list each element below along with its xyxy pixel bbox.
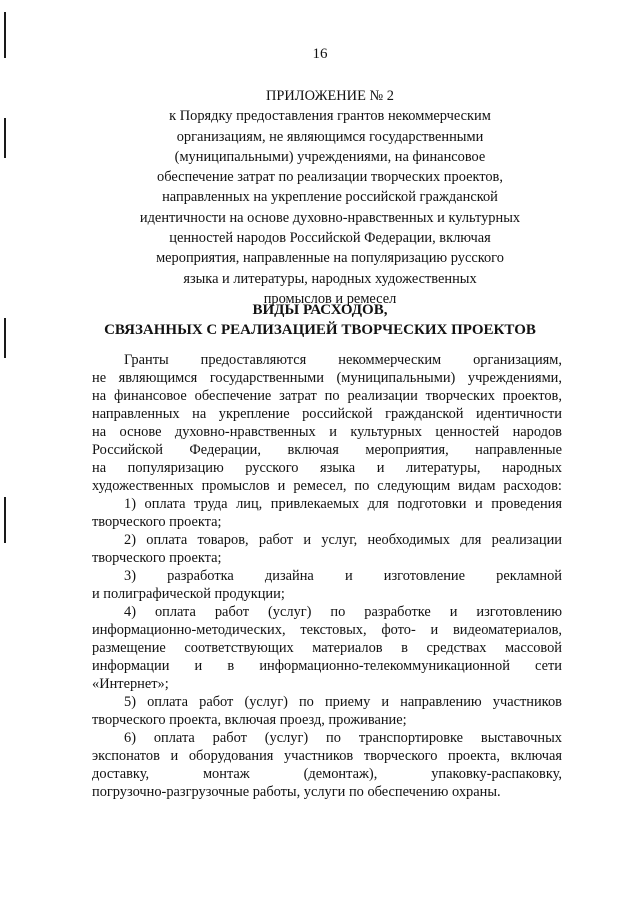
body-word: (демонтаж),	[303, 766, 378, 782]
body-line	[92, 603, 562, 621]
body-word: труда	[194, 496, 228, 512]
body-word: материалов	[312, 640, 383, 656]
appendix-line: (муниципальными) учреждениями, на финансовое	[174, 148, 486, 165]
body-word: видеоматериалов,	[452, 622, 562, 638]
body-word: финансовое	[113, 388, 187, 404]
body-word: учреждениями,	[467, 370, 562, 386]
body-word: на	[92, 424, 107, 440]
body-word: проведения	[491, 496, 562, 512]
body-word: предоставляются	[200, 352, 307, 368]
body-word: участников	[492, 694, 562, 710]
body-word: для	[367, 496, 389, 512]
body-word: народов	[512, 424, 562, 440]
body-word: творческого проекта, включая проезд, проживание;	[92, 712, 407, 728]
body-word: промыслов	[201, 478, 270, 494]
body-word: разработке	[364, 604, 431, 620]
body-line	[92, 477, 562, 495]
appendix-line: языка и литературы, народных художественных	[183, 270, 477, 287]
body-word: реализации	[347, 388, 418, 404]
body-word: по	[354, 478, 370, 494]
body-line	[92, 747, 562, 765]
body-word: и	[449, 604, 458, 620]
body-word: оплата	[154, 604, 196, 620]
body-word: и	[277, 478, 286, 494]
body-word: работ	[212, 730, 247, 746]
body-word: ремесел,	[293, 478, 347, 494]
appendix-line: обеспечение затрат по реализации творческих проектов,	[157, 169, 503, 186]
appendix-line: к Порядку предоставления грантов некоммерческим	[169, 108, 491, 125]
body-word: не	[92, 370, 107, 386]
appendix-line: организациям, не являющимся государственными	[176, 128, 484, 145]
body-line	[92, 783, 562, 801]
body-word: разработка	[167, 568, 234, 584]
body-word: участников	[284, 748, 354, 764]
body-word: направленных	[92, 406, 180, 422]
body-word: изготовлению	[476, 604, 562, 620]
body-word: народных	[502, 460, 562, 476]
document-body	[92, 351, 562, 801]
body-word: и	[376, 460, 385, 476]
body-line	[92, 459, 562, 477]
body-line	[92, 621, 562, 639]
body-word: и полиграфической продукции;	[92, 586, 285, 602]
body-word: изготовление	[383, 568, 465, 584]
body-word: 4)	[124, 604, 136, 620]
body-word: транспортировке	[358, 730, 464, 746]
body-word: оплата	[153, 730, 195, 746]
scan-edge-mark	[4, 118, 6, 158]
body-word: мероприятия,	[365, 442, 449, 458]
body-word: и	[170, 748, 179, 764]
body-word: оборудования	[188, 748, 274, 764]
body-word: товаров,	[197, 532, 249, 548]
body-word: выставочных	[480, 730, 562, 746]
body-word: по	[298, 694, 314, 710]
body-word: текстовых,	[300, 622, 367, 638]
body-word: (услуг)	[268, 604, 312, 620]
body-word: средствах	[426, 640, 487, 656]
body-word: языка	[320, 460, 356, 476]
body-word: 3)	[124, 568, 136, 584]
body-word: (муниципальными)	[336, 370, 456, 386]
body-word: следующим	[377, 478, 451, 494]
body-word: 1)	[124, 496, 136, 512]
page-number: 16	[312, 46, 328, 62]
body-word: и	[344, 568, 353, 584]
appendix-number: ПРИЛОЖЕНИЕ № 2	[266, 88, 394, 104]
body-word: фото-	[381, 622, 416, 638]
body-word: 5)	[124, 694, 136, 710]
body-word: работ	[214, 604, 250, 620]
body-word: и	[329, 424, 337, 440]
body-word: русского	[245, 460, 299, 476]
body-word: на	[192, 406, 207, 422]
body-word: доставку,	[92, 766, 150, 782]
body-word: являющимся	[118, 370, 198, 386]
body-word: культурных	[350, 424, 422, 440]
body-word: погрузочно-разгрузочные работы, услуги по обеспечению охраны.	[92, 784, 501, 800]
body-word: включая	[510, 748, 562, 764]
body-word: соответствующих	[184, 640, 294, 656]
body-word: (услуг)	[244, 694, 288, 710]
body-word: некоммерческим	[338, 352, 442, 368]
body-word: оплата	[146, 532, 188, 548]
body-word: услуг,	[321, 532, 358, 548]
body-word: идентичности	[476, 406, 562, 422]
body-word: информационно-методических,	[92, 622, 286, 638]
body-word: необходимых	[367, 532, 450, 548]
body-line	[92, 351, 562, 369]
body-word: привлекаемых	[270, 496, 360, 512]
body-line	[92, 369, 562, 387]
body-word: направленные	[475, 442, 562, 458]
body-word: по	[324, 388, 340, 404]
body-word: на	[92, 460, 107, 476]
body-word: по	[326, 730, 341, 746]
body-line	[92, 693, 562, 711]
scan-edge-mark	[4, 497, 6, 543]
body-line	[92, 567, 562, 585]
body-word: лиц,	[236, 496, 263, 512]
body-word: творческих	[425, 388, 495, 404]
body-line	[92, 675, 562, 693]
body-line	[92, 765, 562, 783]
body-line	[92, 729, 562, 747]
body-word: приему	[324, 694, 371, 710]
appendix-line: идентичности на основе духовно-нравственных и культурных	[139, 209, 521, 226]
body-word: гражданской	[385, 406, 464, 422]
body-word: популяризацию	[127, 460, 224, 476]
body-word: ценностей	[435, 424, 500, 440]
body-line	[92, 441, 562, 459]
body-line	[92, 531, 562, 549]
body-word: Российской	[92, 442, 163, 458]
body-line	[92, 423, 562, 441]
appendix-header	[130, 86, 530, 309]
body-word: информации	[92, 658, 170, 674]
title-line: ВИДЫ РАСХОДОВ,	[252, 302, 388, 318]
body-word: для	[460, 532, 482, 548]
appendix-line: промыслов и ремесел	[263, 290, 397, 307]
body-line	[92, 513, 562, 531]
body-word: основе	[119, 424, 162, 440]
body-word: видам	[458, 478, 496, 494]
appendix-line: направленных на укрепление российской гражданской	[162, 189, 498, 206]
body-word: направлению	[400, 694, 482, 710]
body-word: творческого	[363, 748, 438, 764]
appendix-line: ценностей народов Российской Федерации, включая	[169, 230, 491, 247]
appendix-line: мероприятия, направленные на популяризацию русского	[156, 250, 504, 267]
body-word: работ	[199, 694, 234, 710]
body-word: экспонатов	[92, 748, 160, 764]
title-line: СВЯЗАННЫХ С РЕАЛИЗАЦИЕЙ ТВОРЧЕСКИХ ПРОЕКТОВ	[104, 322, 536, 338]
body-line	[92, 657, 562, 675]
body-line	[92, 387, 562, 405]
body-word: Федерации,	[189, 442, 261, 458]
body-line	[92, 711, 562, 729]
body-word: проекта,	[448, 748, 500, 764]
body-word: оплата	[144, 496, 186, 512]
body-word: в	[401, 640, 408, 656]
body-line	[92, 585, 562, 603]
body-line	[92, 639, 562, 657]
body-word: российской	[302, 406, 373, 422]
body-word: включая	[287, 442, 339, 458]
body-word: 6)	[124, 730, 136, 746]
body-word: творческого проекта;	[92, 550, 222, 566]
body-word: и	[475, 496, 483, 512]
document-title	[0, 300, 640, 340]
body-word: художественных	[92, 478, 194, 494]
body-line	[92, 549, 562, 567]
body-word: размещение	[92, 640, 166, 656]
body-word: затрат	[279, 388, 317, 404]
body-word: упаковку-распаковку,	[431, 766, 562, 782]
body-word: реализации	[491, 532, 562, 548]
body-word: проектов,	[502, 388, 562, 404]
body-word: (услуг)	[264, 730, 309, 746]
body-word: сети	[535, 658, 562, 674]
body-word: дизайна	[264, 568, 314, 584]
body-word: монтаж	[202, 766, 250, 782]
body-word: «Интернет»;	[92, 676, 169, 692]
body-word: в	[227, 658, 235, 674]
body-word: расходов:	[503, 478, 562, 494]
body-word: и	[194, 658, 203, 674]
body-word: на	[92, 388, 107, 404]
body-word: духовно-нравственных	[174, 424, 316, 440]
body-word: государственными	[209, 370, 324, 386]
body-word: творческого проекта;	[92, 514, 222, 530]
body-word: массовой	[505, 640, 562, 656]
body-word: информационно-телекоммуникационной	[259, 658, 510, 674]
body-word: и	[303, 532, 312, 548]
body-line	[92, 405, 562, 423]
body-word: рекламной	[496, 568, 562, 584]
body-word: Гранты	[124, 352, 169, 368]
body-word: организациям,	[473, 352, 562, 368]
body-word: литературы,	[405, 460, 481, 476]
body-word: укрепление	[218, 406, 290, 422]
body-word: обеспечение	[194, 388, 272, 404]
body-word: и	[430, 622, 439, 638]
body-word: подготовки	[397, 496, 467, 512]
body-word: и	[381, 694, 390, 710]
body-line	[92, 495, 562, 513]
body-word: работ	[258, 532, 294, 548]
body-word: 2)	[124, 532, 136, 548]
body-word: по	[330, 604, 346, 620]
body-word: оплата	[147, 694, 189, 710]
